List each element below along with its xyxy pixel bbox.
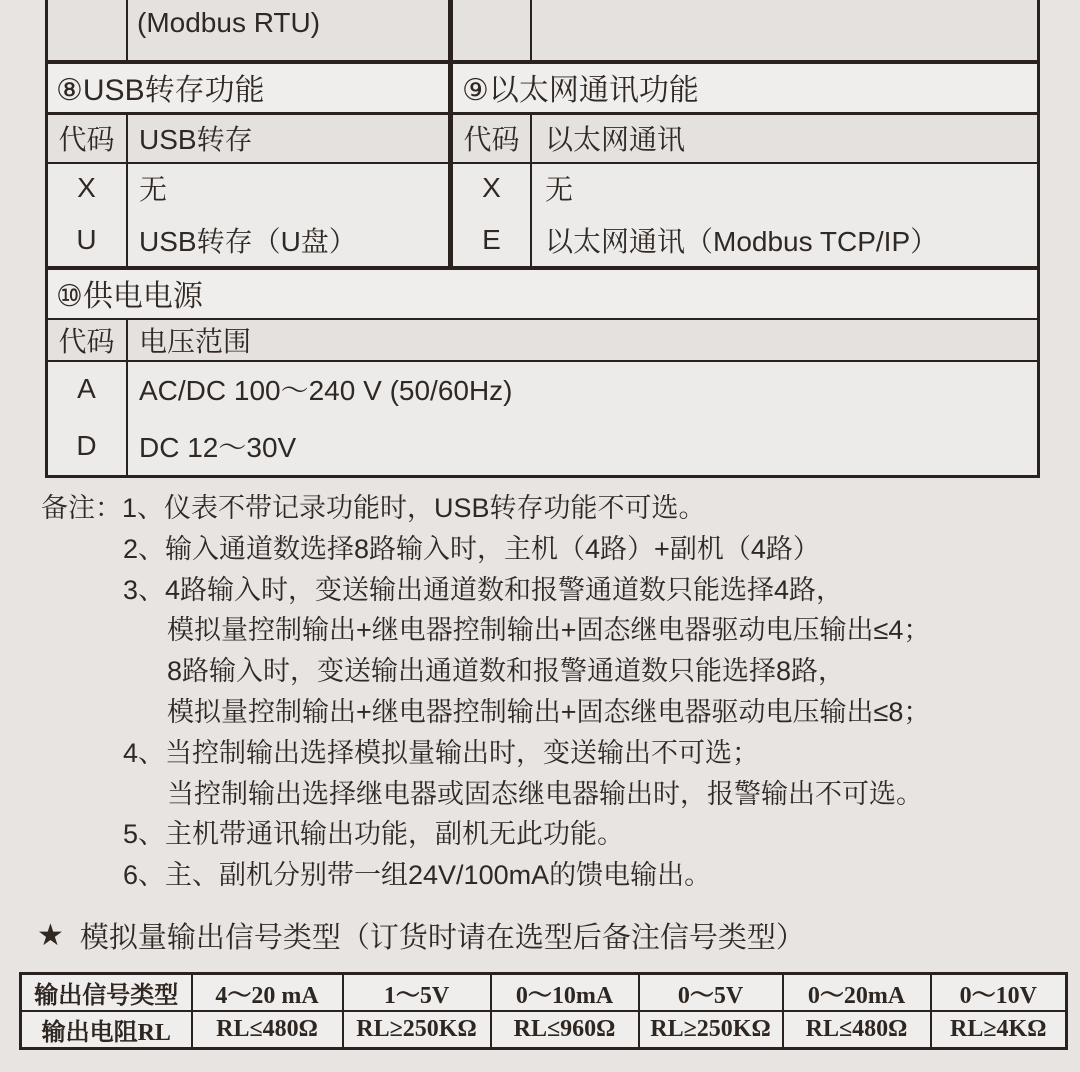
- star-icon: ★: [37, 918, 64, 952]
- power-row-a-desc: AC/DC 100～240 V (50/60Hz): [139, 375, 513, 406]
- note-line: 6、主、副机分别带一组24V/100mA的馈电输出。: [123, 860, 712, 891]
- analog-signal-title: 模拟量输出信号类型（订货时请在选型后备注信号类型）: [79, 921, 805, 954]
- resistance-value: RL≥250KΩ: [639, 1011, 783, 1049]
- signal-value: 1～5V: [343, 974, 491, 1012]
- usb-row-x-code: X: [77, 172, 96, 203]
- eth-row-x-code: X: [482, 172, 501, 203]
- signal-value: 0～10mA: [491, 974, 639, 1012]
- note-line: 模拟量控制输出+继电器控制输出+固态继电器驱动电压输出≤4；: [167, 615, 931, 646]
- note-text: 1、仪表不带记录功能时，USB转存功能不可选。: [122, 493, 706, 523]
- section-8-title: ⑧USB转存功能: [56, 74, 265, 107]
- note-line: 4、当控制输出选择模拟量输出时，变送输出不可选；: [123, 737, 760, 768]
- partial-col-divider-right: [530, 0, 532, 62]
- eth-code-header: 代码: [463, 124, 520, 155]
- usb-name-header: USB转存: [139, 124, 253, 155]
- note-line: 5、主机带通讯输出功能，副机无此功能。: [123, 819, 625, 850]
- table-row: [21, 974, 1067, 1012]
- signal-value: 0～10V: [931, 974, 1067, 1012]
- eth-col-divider: [530, 114, 532, 268]
- usb-row-u-desc: USB转存（U盘）: [139, 226, 357, 257]
- analog-signal-title-row: [37, 918, 805, 952]
- table-bottom-border: [45, 475, 1040, 478]
- note-line: [41, 488, 1051, 529]
- signal-value: 0～5V: [639, 974, 783, 1012]
- eth-name-header: 以太网通讯: [545, 124, 686, 155]
- table-row: [21, 1011, 1067, 1049]
- section-9-title: ⑨以太网通讯功能: [462, 74, 699, 107]
- eth-row-x-desc: 无: [545, 174, 574, 205]
- signal-value: 0～20mA: [783, 974, 931, 1012]
- resistance-value: RL≤480Ω: [192, 1011, 343, 1049]
- power-row-a-code: A: [77, 373, 96, 404]
- power-row-d-desc: DC 12～30V: [139, 431, 297, 463]
- signal-row-label: 输出信号类型: [21, 974, 192, 1012]
- eth-row-e-code: E: [482, 224, 501, 255]
- partial-cell-modbus-rtu: (Modbus RTU): [137, 7, 321, 38]
- resistance-row-label: 输出电阻RL: [21, 1011, 192, 1049]
- usb-code-header: 代码: [58, 124, 115, 155]
- note-line: 当控制输出选择继电器或固态继电器输出时，报警输出不可选。: [167, 778, 923, 809]
- section-10-title: ⑩供电电源: [56, 280, 203, 313]
- signal-type-table: [19, 972, 1068, 1050]
- signal-value: 4～20 mA: [192, 974, 343, 1012]
- resistance-value: RL≥250KΩ: [343, 1011, 491, 1049]
- note-line: 3、4路输入时，变送输出通道数和报警通道数只能选择4路，: [123, 574, 844, 605]
- resistance-value: RL≥4KΩ: [931, 1011, 1067, 1049]
- power-code-header: 代码: [58, 326, 115, 357]
- power-row-d-code: D: [76, 429, 97, 461]
- usb-row-u-code: U: [76, 224, 97, 255]
- notes-label: 备注：: [41, 493, 122, 523]
- notes-block: [41, 488, 1051, 896]
- usb-row-x-desc: 无: [139, 174, 168, 205]
- resistance-value: RL≤960Ω: [491, 1011, 639, 1049]
- header1-bottom-border: [45, 162, 1040, 164]
- table-right-border: [1037, 0, 1040, 478]
- note-line: 模拟量控制输出+继电器控制输出+固态继电器驱动电压输出≤8；: [167, 696, 931, 727]
- power-name-header: 电压范围: [139, 326, 252, 357]
- note-line: 2、输入通道数选择8路输入时，主机（4路）+副机（4路）: [123, 533, 820, 564]
- eth-row-e-desc: 以太网通讯（Modbus TCP/IP）: [545, 226, 939, 257]
- partial-col-divider-left: [126, 0, 128, 62]
- resistance-value: RL≤480Ω: [783, 1011, 931, 1049]
- note-line: 8路输入时，变送输出通道数和报警通道数只能选择8路，: [167, 656, 846, 687]
